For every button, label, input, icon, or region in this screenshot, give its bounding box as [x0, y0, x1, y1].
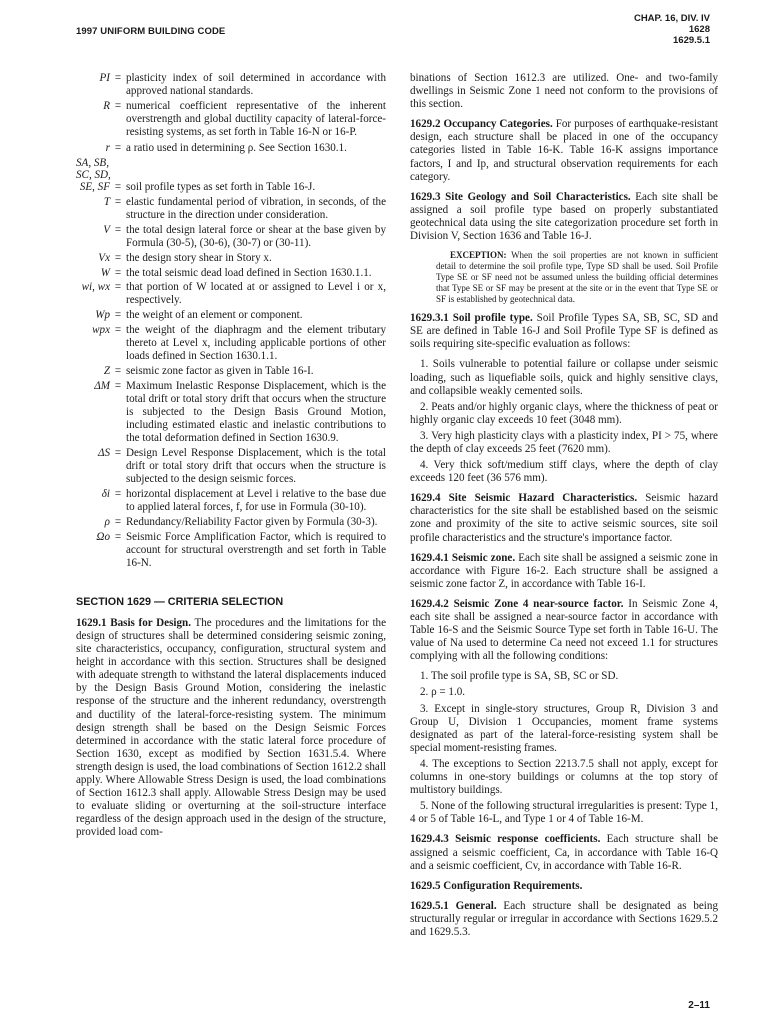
definition-text: soil profile types as set forth in Table 16-J. — [126, 181, 316, 194]
paragraph-1629-5-1 — [410, 900, 718, 939]
equals-sign: = — [114, 530, 122, 543]
equals-sign: = — [114, 487, 122, 500]
section-heading: 1629.3 Site Geology and Soil Characteristics. — [410, 190, 631, 203]
running-header-left: 1997 UNIFORM BUILDING CODE — [76, 26, 226, 37]
right-column — [410, 72, 718, 946]
section-heading: 1629.4 Site Seismic Hazard Characteristics. — [410, 492, 638, 505]
definition-text: the weight of an element or component. — [126, 309, 303, 322]
definition-text: the weight of the diaphragm and the element tributary thereto at Level x, including applicable portions of other loads defined in Section 1630.1.1. — [126, 324, 386, 363]
running-header-right — [634, 13, 710, 46]
left-column — [76, 72, 386, 847]
definition-symbol: Ωo — [96, 530, 110, 543]
section-text: For purposes of earthquake-resistant design, each structure shall be placed in one of the occupancy categories listed in Table 16-K. Table 16-K assigns importance factors, I and Ip, and structural observation requirements for each category. — [410, 118, 718, 183]
definition-text: Maximum Inelastic Response Displacement, which is the total drift or total story drift that occurs when the structure is subjected to the Design Basis Ground Motion, including estimated elastic and inelastic contributions to the total deformation defined in Section 1630.9. — [126, 379, 386, 445]
definition-symbol: W — [100, 266, 110, 279]
definition-text: elastic fundamental period of vibration, in seconds, of the structure in the direction under consideration. — [126, 196, 386, 222]
definition-symbol: wpx — [92, 324, 110, 336]
definition-entry — [76, 252, 386, 265]
definition-symbol: T — [103, 196, 110, 209]
list-item: 4. The exceptions to Section 2213.7.5 shall not apply, except for columns in one-story buildings or columns at the top story of multistory buildings. — [410, 757, 718, 797]
equals-sign: = — [114, 196, 122, 209]
definition-symbol: r — [105, 142, 110, 155]
equals-sign: = — [114, 266, 122, 279]
section-heading: 1629.4.3 Seismic response coefficients. — [410, 833, 601, 846]
exception-label: EXCEPTION: — [450, 250, 507, 261]
definition-entry — [76, 365, 386, 378]
section-heading: 1629.4.1 Seismic zone. — [410, 551, 516, 564]
section-title: SECTION 1629 — CRITERIA SELECTION — [76, 595, 284, 608]
definition-text: horizontal displacement at Level i relative to the base due to applied lateral forces, f, for use in Formula (30-10). — [126, 487, 386, 513]
list-item: 1. The soil profile type is SA, SB, SC or SD. — [420, 670, 619, 683]
list-item: 2. ρ = 1.0. — [420, 686, 466, 699]
equals-sign: = — [114, 142, 122, 155]
section-text: Soil Profile Types SA, SB, SC, SD and SE are defined in Table 16-J and Soil Profile Type SF is defined as soils requiring site-specific evaluation as follows: — [410, 312, 718, 351]
list-item: 5. None of the following structural irregularities is present: Type 1, 4 or 5 of Table 16-L, and Type 1 or 4 of Table 16-M. — [410, 800, 718, 826]
definition-text: Redundancy/Reliability Factor given by Formula (30-3). — [126, 515, 378, 528]
paragraph-1629-4-3 — [410, 833, 718, 872]
soil-type-symbol-list — [76, 157, 136, 181]
equals-sign: = — [114, 251, 122, 264]
section-text: Each structure shall be assigned a seismic coefficient, Ca, in accordance with Table 16-Q and a seismic coefficient, Cv, in accordance with Table 16-R. — [410, 833, 718, 872]
definition-symbol: ρ — [104, 515, 110, 528]
definition-text: numerical coefficient representative of the inherent overstrength and global ductility capacity of lateral-force-resisting systems, as set forth in Table 16-N or 16-P. — [126, 99, 386, 139]
definition-symbol: R — [103, 99, 110, 112]
paragraph-1629-5 — [410, 880, 718, 893]
section-text: In Seismic Zone 4, each site shall be assigned a near-source factor in accordance with Table 16-S and the Seismic Source Type set forth in Table 16-U. The value of Na used to determine Ca need not exceed 1.1 for structures complying with all the following conditions: — [410, 597, 719, 663]
paragraph-1629-4-2 — [410, 598, 718, 663]
definition-symbol: Vx — [98, 251, 110, 264]
definition-symbol: wi, wx — [81, 281, 110, 294]
definition-entry — [76, 309, 386, 322]
definition-entry — [76, 324, 386, 363]
equals-sign: = — [114, 281, 122, 294]
paragraph-1629-2 — [410, 118, 718, 183]
section-text: Each structure shall be designated as being structurally regular or irregular in accordance with Sections 1629.5.2 and 1629.5.3. — [410, 899, 718, 938]
list-item: 2. Peats and/or highly organic clays, where the thickness of peat or highly organic clay exceeds 10 feet (3048 mm). — [410, 400, 718, 426]
equals-sign: = — [114, 72, 122, 84]
definition-symbol: PI — [99, 72, 110, 84]
section-heading: 1629.4.2 Seismic Zone 4 near-source factor. — [410, 597, 624, 610]
definition-entry — [76, 142, 386, 155]
section-heading: 1629.3.1 Soil profile type. — [410, 312, 533, 325]
definition-entry — [76, 181, 386, 194]
section-range-end: 1629.5.1 — [673, 35, 710, 46]
definition-entry — [76, 488, 386, 514]
definition-text: the total design lateral force or shear at the base given by Formula (30-5), (30-6), (30-7) or (30-11). — [126, 223, 386, 249]
definition-symbol: Wp — [95, 309, 110, 322]
paragraph-1629-1 — [76, 617, 386, 840]
definition-text: Seismic Force Amplification Factor, which is required to account for structural overstrength and set forth in Table 16-N. — [126, 530, 386, 569]
paragraph-1629-3 — [410, 191, 718, 243]
section-heading: 1629.2 Occupancy Categories. — [410, 118, 553, 131]
definition-entry — [76, 267, 386, 280]
definition-text: a ratio used in determining ρ. See Section 1630.1. — [126, 142, 347, 155]
equals-sign: = — [114, 309, 122, 322]
definition-entry — [76, 380, 386, 445]
definition-symbol: Z — [103, 364, 110, 377]
definition-entry — [76, 196, 386, 222]
section-heading: 1629.5.1 General. — [410, 899, 497, 912]
symbol-line: SC, SD, — [76, 169, 111, 182]
section-text: Each site shall be assigned a soil profile type based on properly substantiated geotechnical data using the site categorization procedure set forth in Division V, Section 1636 and Table 16-J. — [410, 190, 718, 243]
section-range-start: 1628 — [688, 24, 710, 35]
section-heading: 1629.5 Configuration Requirements. — [410, 879, 583, 892]
symbol-line: SA, SB, — [76, 157, 109, 170]
definition-entry — [76, 100, 386, 139]
equals-sign: = — [114, 364, 122, 377]
section-heading: 1629.1 Basis for Design. — [76, 616, 191, 629]
paragraph-1629-4 — [410, 492, 718, 544]
section-text: Each site shall be assigned a seismic zone in accordance with Figure 16-2. Each structure shall be assigned a seismic zone factor Z, in accordance with Table 16-I. — [410, 551, 718, 590]
definition-symbol: ΔM — [94, 379, 110, 392]
paragraph-1629-3-1 — [410, 312, 718, 351]
list-item: 4. Very thick soft/medium stiff clays, where the depth of clay exceeds 120 feet (36 576 mm). — [410, 459, 718, 485]
definition-symbol: ΔS — [97, 446, 110, 459]
equals-sign: = — [114, 181, 122, 194]
definition-text: the total seismic dead load defined in Section 1630.1.1. — [126, 266, 372, 279]
definition-entry — [76, 72, 386, 98]
chapter-label: CHAP. 16, DIV. IV — [633, 13, 710, 24]
definition-entry — [76, 531, 386, 570]
definition-text: the design story shear in Story x. — [126, 251, 272, 264]
exception-note — [410, 250, 718, 305]
equals-sign: = — [114, 223, 122, 236]
definition-text: that portion of W located at or assigned to Level i or x, respectively. — [126, 281, 386, 307]
page-number: 2–11 — [688, 1000, 710, 1011]
definition-entry — [76, 447, 386, 486]
equals-sign: = — [114, 446, 122, 459]
list-item: 3. Except in single-story structures, Group R, Division 3 and Group U, Division 1 Occupancies, moment frame systems designated as part of the lateral-force-resisting system shall be special moment-resisting frames. — [410, 702, 718, 754]
equals-sign: = — [114, 324, 122, 336]
equals-sign: = — [114, 515, 122, 528]
definition-text: Design Level Response Displacement, which is the total drift or total story drift that occurs when the structure is subjected to the design seismic forces. — [126, 446, 386, 486]
definition-entry — [76, 516, 386, 529]
equals-sign: = — [114, 379, 122, 392]
definition-text: plasticity index of soil determined in accordance with approved national standards. — [126, 72, 386, 98]
exception-text: When the soil properties are not known in sufficient detail to determine the soil profile type, Type SD shall be used. Soil Profile Type SE or SF need not be assumed unless the building official determines that Type SE or SF may be present at the site or in the event that Type SE or SF is established by geotechnical data. — [436, 250, 718, 305]
definition-text: seismic zone factor as given in Table 16-I. — [126, 364, 314, 377]
paragraph-1629-4-1 — [410, 552, 718, 591]
list-item: 1. Soils vulnerable to potential failure or collapse under seismic loading, such as liquefiable soils, quick and highly sensitive clays, and collapsible weakly cemented soils. — [410, 358, 718, 397]
definition-symbol: V — [103, 223, 110, 236]
continued-paragraph: binations of Section 1612.3 are utilized. One- and two-family dwellings in Seismic Zone 1 need not conform to the provisions of this section. — [410, 72, 718, 111]
equals-sign: = — [114, 99, 122, 112]
definition-symbol: SE, SF — [79, 181, 110, 194]
section-text: Seismic hazard characteristics for the site shall be established based on the seismic zone and proximity of the site to active seismic sources, site soil profile characteristics and the structure's importance factor. — [410, 492, 719, 544]
definition-symbol: δi — [101, 487, 110, 500]
definition-entry — [76, 224, 386, 250]
list-item: 3. Very high plasticity clays with a plasticity index, PI > 75, where the depth of clay exceeds 25 feet (7620 mm). — [410, 429, 718, 455]
section-text: The procedures and the limitations for the design of structures shall be determined considering seismic zoning, site characteristics, occupancy, configuration, structural system and height in accordance with this section. Structures shall be designed with adequate strength to withstand the lateral displacements induced by the Design Basis Ground Motion, considering the inelastic response of the structure and the inherent redundancy, overstrength and ductility of the lateral-force-resisting system. The minimum design strength shall be based on the Design Seismic Forces determined in accordance with the static lateral force procedure of Section 1630, except as modified by Section 1631.5.4. Where strength design is used, the load combinations of Section 1612.2 shall apply. Where Allowable Stress Design is used, the load combinations of Section 1612.3 shall apply. Allowable Stress Design may be used to evaluate sliding or overturning at the soil-structure interface regardless of the design approach used in the design of the structure, provided load com- — [76, 616, 386, 839]
definition-entry — [76, 281, 386, 307]
